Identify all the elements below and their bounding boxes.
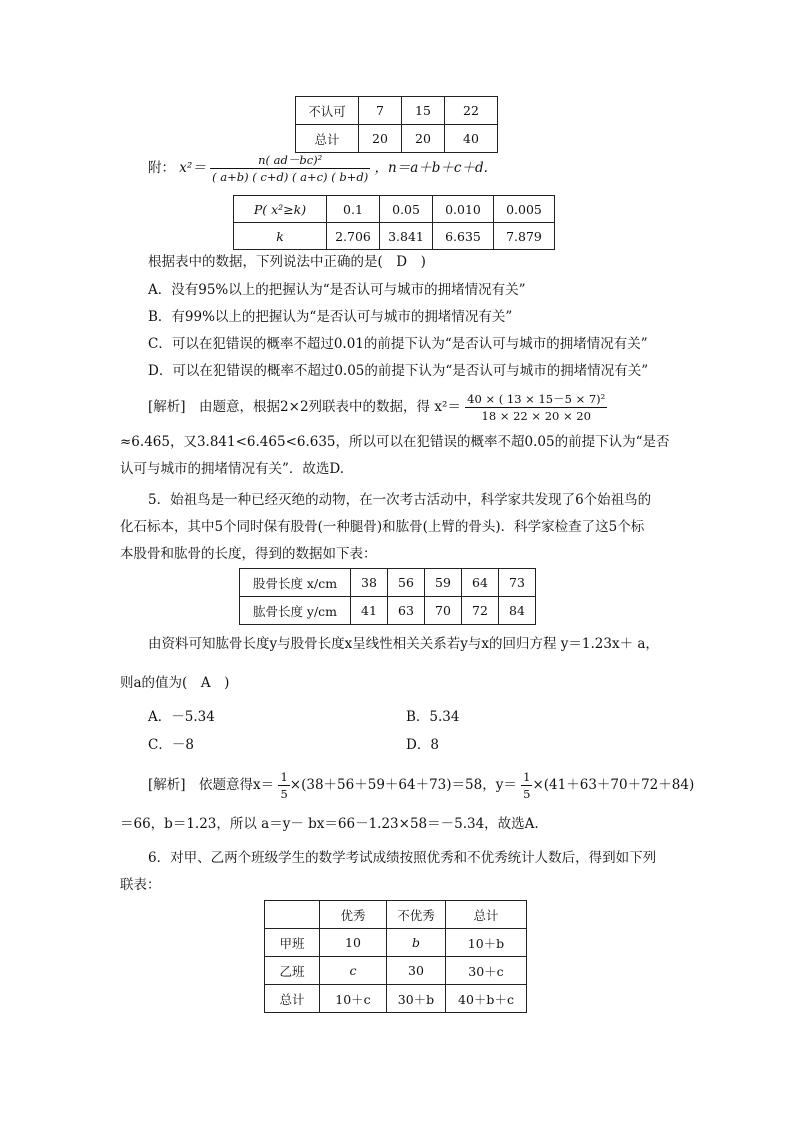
table-cell: 肱骨长度 y/cm (240, 597, 351, 625)
table-row (234, 223, 555, 250)
analysis-text: ×(41＋63＋70＋72＋84) (532, 777, 695, 793)
analysis-label: [解析] (148, 399, 186, 415)
table-cell: 2.706 (327, 223, 380, 250)
table-cell: 72 (462, 597, 499, 625)
formula-denominator: ( a+b) ( c+d) ( a+c) ( b+d) (212, 170, 369, 184)
q5-line3: 本股骨和肱骨的长度，得到的数据如下表： (120, 546, 377, 562)
table-cell (265, 901, 320, 929)
q4-stem: 根据表中的数据，下列说法中正确的是( D ) (148, 254, 426, 270)
table-row (240, 569, 536, 597)
analysis-text: ×(38＋56＋59＋64＋73)＝58，y＝ (289, 777, 517, 793)
table-cell: 0.005 (494, 196, 555, 223)
table-cell: 总计 (265, 985, 320, 1013)
q5-line4: 由资料可知肱骨长度y与股骨长度x呈线性相关关系若y与x的回归方程 y＝1.23x＋ a， (148, 636, 659, 652)
table-cell: 甲班 (265, 929, 320, 957)
table-cell: 63 (388, 597, 425, 625)
frac-numerator: 1 (280, 770, 288, 784)
table-cell: 15 (402, 97, 445, 125)
table-cell: 0.1 (327, 196, 380, 223)
table-cell: 0.05 (380, 196, 433, 223)
q5-analysis-line1 (148, 769, 694, 802)
q4-option-c: C．可以在犯错误的概率不超过0.01的前提下认为“是否认可与城市的拥堵情况有关” (148, 336, 648, 352)
table-cell: 41 (351, 597, 388, 625)
q5-option-a: A．－5.34 (148, 709, 215, 725)
table-cell: c (320, 957, 387, 985)
formula-lhs: x²＝ (179, 160, 206, 176)
table-cell: 64 (462, 569, 499, 597)
table-cell: 20 (359, 125, 402, 153)
analysis-denominator: 18 × 22 × 20 × 20 (481, 409, 591, 423)
class-grade-table (264, 900, 527, 1013)
table-cell: 不认可 (296, 97, 359, 125)
q4-option-a: A．没有95%以上的把握认为“是否认可与城市的拥堵情况有关” (148, 282, 526, 298)
table-cell: 优秀 (320, 901, 387, 929)
table-cell: 84 (499, 597, 536, 625)
table-cell: 70 (425, 597, 462, 625)
table-row (296, 97, 498, 125)
table-cell: 30＋c (446, 957, 527, 985)
q5-line1: 5．始祖鸟是一种已经灭绝的动物，在一次考古活动中，科学家共发现了6个始祖鸟的 (148, 492, 652, 508)
table-cell: P( x²≥k) (234, 196, 327, 223)
table-cell: 40 (445, 125, 498, 153)
approval-table-tail (295, 96, 498, 153)
q5-analysis-line2: ＝66，b＝1.23，所以 a＝y－ bx＝66－1.23×58＝－5.34，故选A. (120, 816, 539, 832)
q5-option-c: C．－8 (148, 737, 194, 753)
analysis-fraction (278, 769, 289, 802)
table-cell: 不优秀 (387, 901, 446, 929)
table-cell: 6.635 (433, 223, 494, 250)
analysis-fraction (465, 391, 607, 424)
frac-denominator: 5 (280, 787, 288, 801)
q5-option-d: D．8 (406, 737, 439, 753)
analysis-numerator: 40 × ( 13 × 15－5 × 7)² (467, 392, 606, 406)
formula-fraction (210, 152, 370, 185)
q4-analysis-line3: 认可与城市的拥堵情况有关”．故选D. (120, 461, 345, 477)
chi-square-formula (148, 152, 488, 185)
critical-value-table (233, 195, 555, 250)
table-cell: b (387, 929, 446, 957)
table-cell: 22 (445, 97, 498, 125)
q4-option-d: D．可以在犯错误的概率不超过0.05的前提下认为“是否认可与城市的拥堵情况有关” (148, 363, 649, 379)
table-cell: 0.010 (433, 196, 494, 223)
analysis-text: 由题意，根据2×2列联表中的数据，得 x²＝ (185, 399, 461, 415)
table-cell: 3.841 (380, 223, 433, 250)
table-cell: 10 (320, 929, 387, 957)
bone-length-table (239, 568, 536, 625)
table-cell: 59 (425, 569, 462, 597)
frac-denominator: 5 (523, 787, 531, 801)
table-cell: 总计 (296, 125, 359, 153)
q4-analysis-line1 (148, 391, 607, 424)
table-row (296, 125, 498, 153)
table-cell: 股骨长度 x/cm (240, 569, 351, 597)
table-cell: k (234, 223, 327, 250)
table-row (240, 597, 536, 625)
q5-option-b: B．5.34 (406, 709, 460, 725)
q4-analysis-line2: ≈6.465，又3.841<6.465<6.635，所以可以在犯错误的概率不超0.05的前提下认为“是否 (120, 434, 670, 450)
table-cell: 7 (359, 97, 402, 125)
table-cell: 7.879 (494, 223, 555, 250)
q4-option-b: B．有99%以上的把握认为“是否认可与城市的拥堵情况有关” (148, 309, 513, 325)
q6-line1: 6．对甲、乙两个班级学生的数学考试成绩按照优秀和不优秀统计人数后，得到如下列 (148, 850, 657, 866)
table-cell: 56 (388, 569, 425, 597)
table-cell: 10＋c (320, 985, 387, 1013)
q5-line2: 化石标本，其中5个同时保有股骨(一种腿骨)和肱骨(上臂的骨头)．科学家检查了这5个标 (120, 519, 645, 535)
analysis-text: 依题意得x＝ (185, 777, 275, 793)
table-cell: 38 (351, 569, 388, 597)
formula-prefix: 附： (148, 160, 175, 176)
analysis-label: [解析] (148, 777, 186, 793)
table-cell: 乙班 (265, 957, 320, 985)
table-row (265, 929, 527, 957)
table-row (265, 957, 527, 985)
table-row (265, 901, 527, 929)
formula-numerator: n( ad－bc)² (210, 152, 370, 169)
table-cell: 40＋b＋c (446, 985, 527, 1013)
frac-numerator: 1 (523, 770, 531, 784)
table-cell: 73 (499, 569, 536, 597)
table-cell: 30＋b (387, 985, 446, 1013)
q6-line2: 联表： (120, 877, 161, 893)
table-cell: 30 (387, 957, 446, 985)
table-cell: 10＋b (446, 929, 527, 957)
table-row (265, 985, 527, 1013)
analysis-fraction (521, 769, 532, 802)
table-row (234, 196, 555, 223)
formula-suffix: ，n＝a＋b＋c＋d. (374, 160, 488, 176)
table-cell: 总计 (446, 901, 527, 929)
table-cell: 20 (402, 125, 445, 153)
q5-line5: 则a的值为( A ) (120, 675, 230, 691)
